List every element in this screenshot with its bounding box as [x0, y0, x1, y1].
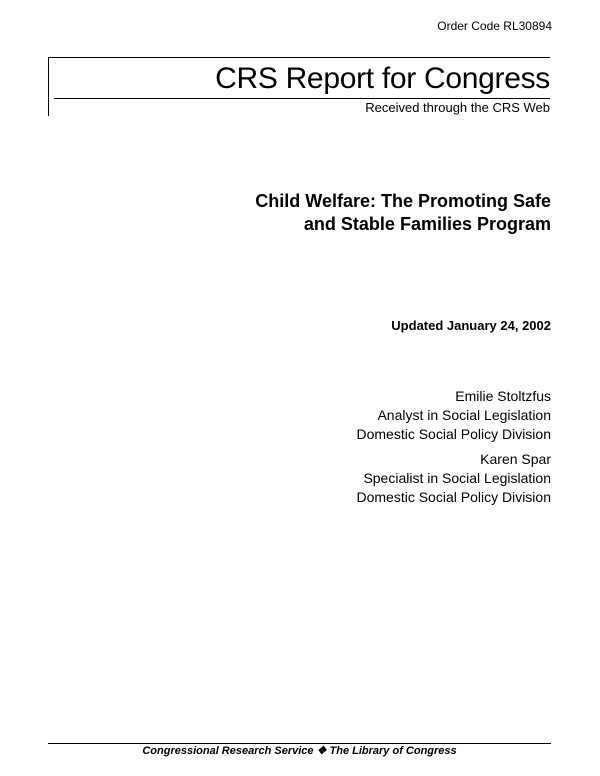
author-division: Domestic Social Policy Division — [356, 489, 551, 505]
header-divider — [54, 98, 550, 99]
footer-text: Congressional Research Service ❖ The Library of Congress — [142, 745, 457, 757]
author-role: Analyst in Social Legislation — [377, 407, 551, 423]
updated-date: Updated January 24, 2002 — [391, 318, 551, 333]
author-name: Emilie Stoltzfus — [455, 388, 551, 404]
author-block-2 — [356, 450, 551, 507]
author-division: Domestic Social Policy Division — [356, 426, 551, 442]
report-title: CRS Report for Congress — [215, 62, 550, 95]
report-subtitle: Received through the CRS Web — [365, 100, 550, 115]
document-title-line-1: Child Welfare: The Promoting Safe — [255, 191, 551, 211]
document-title-line-2: and Stable Families Program — [303, 214, 551, 234]
author-role: Specialist in Social Legislation — [363, 470, 551, 486]
document-title — [255, 190, 551, 236]
order-code: Order Code RL30894 — [437, 19, 552, 33]
author-block-1 — [356, 387, 551, 444]
author-name: Karen Spar — [480, 451, 551, 467]
